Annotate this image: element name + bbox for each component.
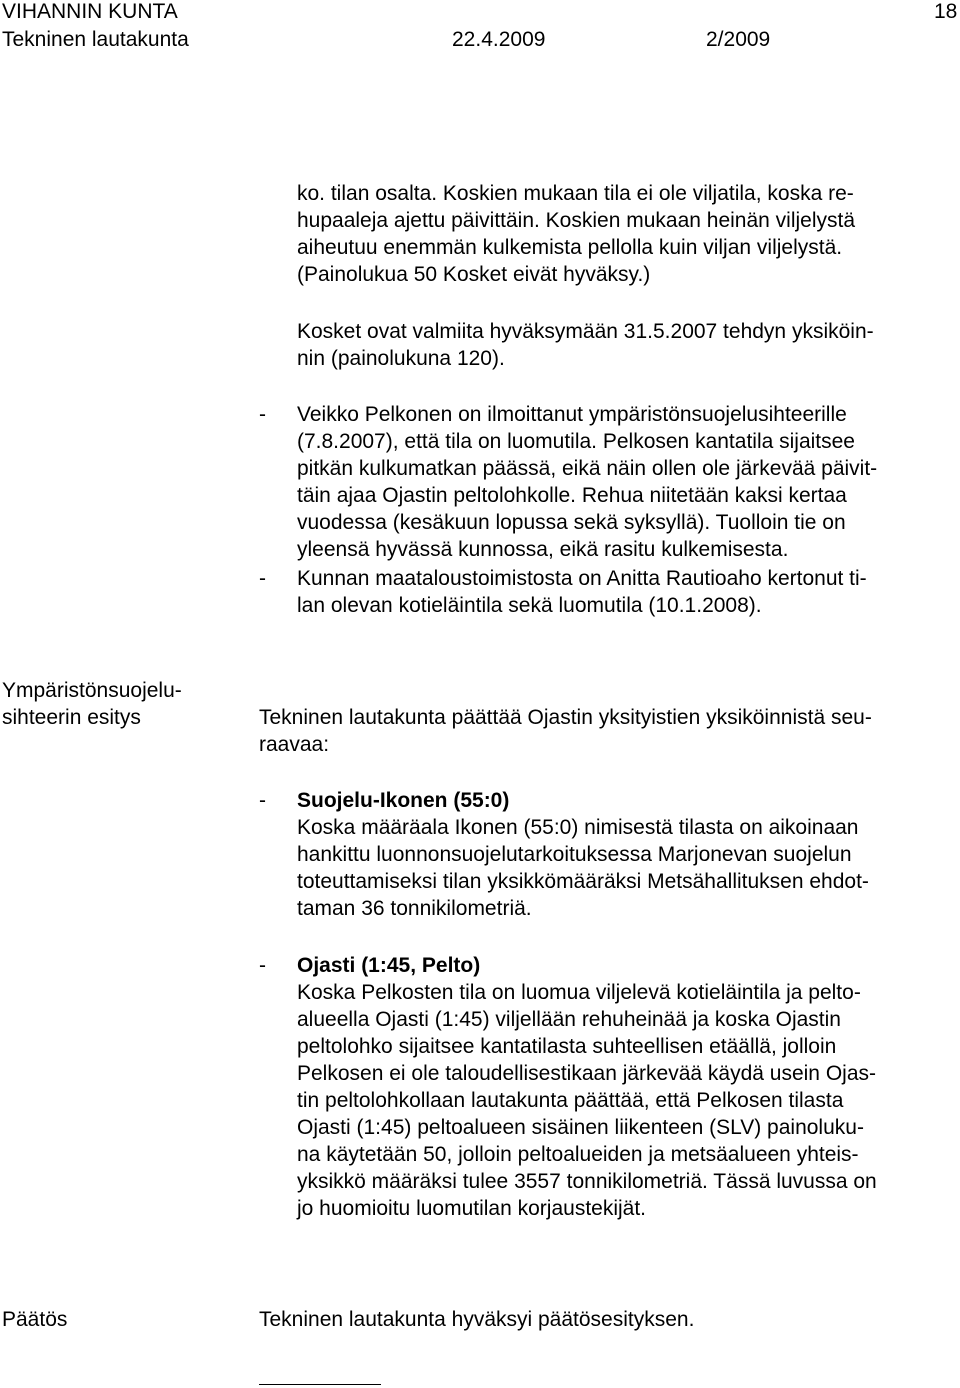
text-line: raavaa: bbox=[259, 733, 330, 756]
text-line: Ojasti (1:45) peltoalueen sisäinen liikenteen (SLV) painoluku- bbox=[297, 1116, 864, 1139]
decision-label: Päätös bbox=[2, 1308, 68, 1331]
signature-rule bbox=[259, 1384, 381, 1385]
text-line: (Painolukua 50 Kosket eivät hyväksy.) bbox=[297, 263, 651, 286]
item-title: Ojasti (1:45, Pelto) bbox=[297, 954, 481, 977]
text-line: Tekninen lautakunta päättää Ojastin yksityistien yksiköinnistä seu- bbox=[259, 706, 872, 729]
text-line: taman 36 tonnikilometriä. bbox=[297, 897, 532, 920]
text-line: hankittu luonnonsuojelutarkoituksessa Marjonevan suojelun bbox=[297, 843, 852, 866]
bullet-dash: - bbox=[259, 403, 266, 426]
decision-text: Tekninen lautakunta hyväksyi päätösesityksen. bbox=[259, 1308, 695, 1331]
municipality-name: VIHANNIN KUNTA bbox=[2, 0, 178, 23]
text-line: Koska Pelkosten tila on luomua viljelevä kotieläintila ja pelto- bbox=[297, 981, 861, 1004]
text-line: Kosket ovat valmiita hyväksymään 31.5.2007 tehdyn yksiköin- bbox=[297, 320, 874, 343]
committee-name: Tekninen lautakunta bbox=[2, 28, 189, 51]
text-line: pitkän kulkumatkan päässä, eikä näin ollen ole järkevää päivit- bbox=[297, 457, 878, 480]
bullet-dash: - bbox=[259, 567, 266, 590]
text-line: Kunnan maataloustoimistosta on Anitta Rautioaho kertonut ti- bbox=[297, 567, 867, 590]
text-line: tin peltolohkollaan lautakunta päättää, että Pelkosen tilasta bbox=[297, 1089, 844, 1112]
section-label: sihteerin esitys bbox=[2, 706, 141, 729]
text-line: Koska määräala Ikonen (55:0) nimisestä tilasta on aikoinaan bbox=[297, 816, 859, 839]
text-line: yksikkö määräksi tulee 3557 tonnikilometriä. Tässä luvussa on bbox=[297, 1170, 877, 1193]
text-line: yleensä hyvässä kunnossa, eikä rasitu kulkemisesta. bbox=[297, 538, 789, 561]
text-line: Veikko Pelkonen on ilmoittanut ympäristönsuojelusihteerille bbox=[297, 403, 847, 426]
text-line: vuodessa (kesäkuun lopussa sekä syksyllä). Tuolloin tie on bbox=[297, 511, 846, 534]
text-line: ko. tilan osalta. Koskien mukaan tila ei ole viljatila, koska re- bbox=[297, 182, 854, 205]
page-number: 18 bbox=[934, 0, 958, 23]
text-line: alueella Ojasti (1:45) viljellään rehuheinää ja koska Ojastin bbox=[297, 1008, 841, 1031]
text-line: lan olevan kotieläintila sekä luomutila (10.1.2008). bbox=[297, 594, 762, 617]
text-line: peltolohko sijaitsee kantatilasta suhteellisen etäällä, jolloin bbox=[297, 1035, 837, 1058]
text-line: aiheutuu enemmän kulkemista pellolla kuin viljan viljelystä. bbox=[297, 236, 843, 259]
section-label: Ympäristönsuojelu- bbox=[2, 679, 182, 702]
text-line: na käytetään 50, jolloin peltoalueiden ja metsäalueen yhteis- bbox=[297, 1143, 859, 1166]
text-line: täin ajaa Ojastin peltolohkolle. Rehua niitetään kaksi kertaa bbox=[297, 484, 847, 507]
item-dash: - bbox=[259, 789, 266, 812]
text-line: nin (painolukuna 120). bbox=[297, 347, 505, 370]
meeting-date: 22.4.2009 bbox=[452, 28, 546, 51]
text-line: (7.8.2007), että tila on luomutila. Pelkosen kantatila sijaitsee bbox=[297, 430, 855, 453]
text-line: hupaaleja ajettu päivittäin. Koskien mukaan heinän viljelystä bbox=[297, 209, 856, 232]
item-dash: - bbox=[259, 954, 266, 977]
text-line: jo huomioitu luomutilan korjaustekijät. bbox=[297, 1197, 647, 1220]
meeting-number: 2/2009 bbox=[706, 28, 771, 51]
item-title: Suojelu-Ikonen (55:0) bbox=[297, 789, 510, 812]
text-line: toteuttamiseksi tilan yksikkömääräksi Metsähallituksen ehdot- bbox=[297, 870, 869, 893]
text-line: Pelkosen ei ole taloudellisestikaan järkevää käydä usein Ojas- bbox=[297, 1062, 876, 1085]
